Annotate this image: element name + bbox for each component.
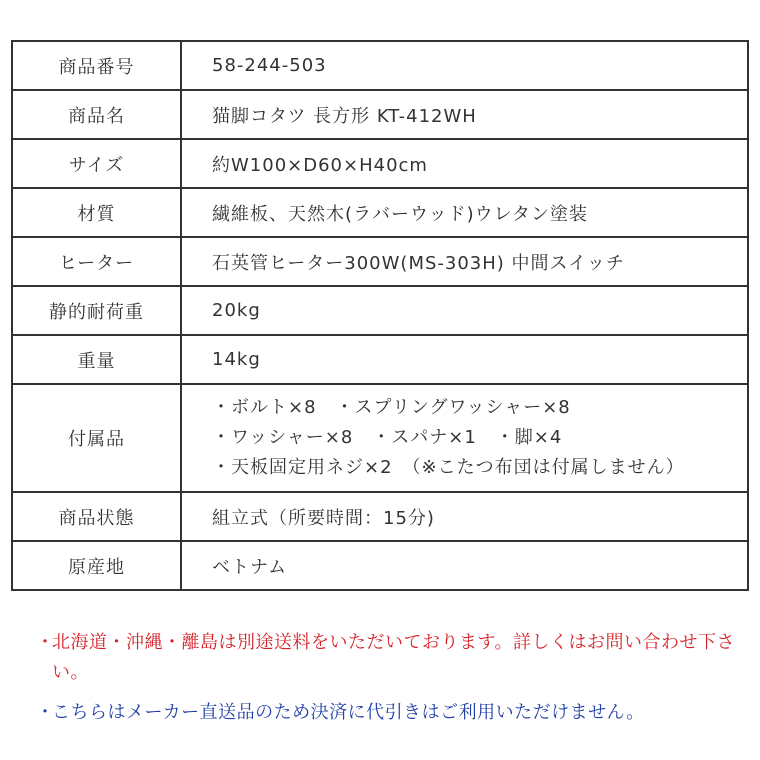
- spec-row-material: [12, 188, 748, 237]
- spec-value: 石英管ヒーター300W(MS-303H) 中間スイッチ: [181, 237, 748, 286]
- spec-label: 商品名: [12, 90, 181, 139]
- spec-row-size: [12, 139, 748, 188]
- spec-label: 原産地: [12, 541, 181, 590]
- note-text: 北海道・沖縄・離島は別途送料をいただいております。詳しくはお問い合わせ下さい。: [52, 632, 736, 683]
- spec-row-origin: [12, 541, 748, 590]
- spec-label: 静的耐荷重: [12, 286, 181, 335]
- spec-row-weight: [12, 335, 748, 384]
- product-spec-table: [11, 40, 749, 591]
- spec-value: 20kg: [181, 286, 748, 335]
- spec-value: 繊維板、天然木(ラバーウッド)ウレタン塗装: [181, 188, 748, 237]
- spec-value: ベトナム: [181, 541, 748, 590]
- spec-row-accessories: [12, 384, 748, 492]
- spec-label: 商品状態: [12, 492, 181, 541]
- spec-label: サイズ: [12, 139, 181, 188]
- spec-row-heater: [12, 237, 748, 286]
- spec-value-accessories: [181, 384, 748, 492]
- spec-value: 58-244-503: [181, 41, 748, 90]
- spec-value: 組立式（所要時間：15分): [181, 492, 748, 541]
- accessory-line: ・ワッシャー×8 ・スパナ×1 ・脚×4: [212, 427, 563, 448]
- spec-row-product-number: [12, 41, 748, 90]
- spec-value: 猫脚コタツ 長方形 KT-412WH: [181, 90, 748, 139]
- note-payment: [36, 698, 751, 728]
- note-bullet: ・: [36, 702, 55, 723]
- spec-label: 材質: [12, 188, 181, 237]
- accessory-line: ・ボルト×8 ・スプリングワッシャー×8: [212, 397, 571, 418]
- spec-label: ヒーター: [12, 237, 181, 286]
- shipping-notes: [36, 628, 751, 728]
- spec-value: 約W100×D60×H40cm: [181, 139, 748, 188]
- note-bullet: ・: [36, 632, 55, 653]
- spec-label: 重量: [12, 335, 181, 384]
- note-shipping-fee: [36, 628, 751, 688]
- spec-value: 14kg: [181, 335, 748, 384]
- spec-row-condition: [12, 492, 748, 541]
- accessory-line: ・天板固定用ネジ×2 （※こたつ布団は付属しません）: [212, 457, 685, 478]
- spec-row-static-load: [12, 286, 748, 335]
- spec-row-product-name: [12, 90, 748, 139]
- spec-label: 付属品: [12, 384, 181, 492]
- note-text: こちらはメーカー直送品のため決済に代引きはご利用いただけません。: [52, 702, 645, 723]
- spec-label: 商品番号: [12, 41, 181, 90]
